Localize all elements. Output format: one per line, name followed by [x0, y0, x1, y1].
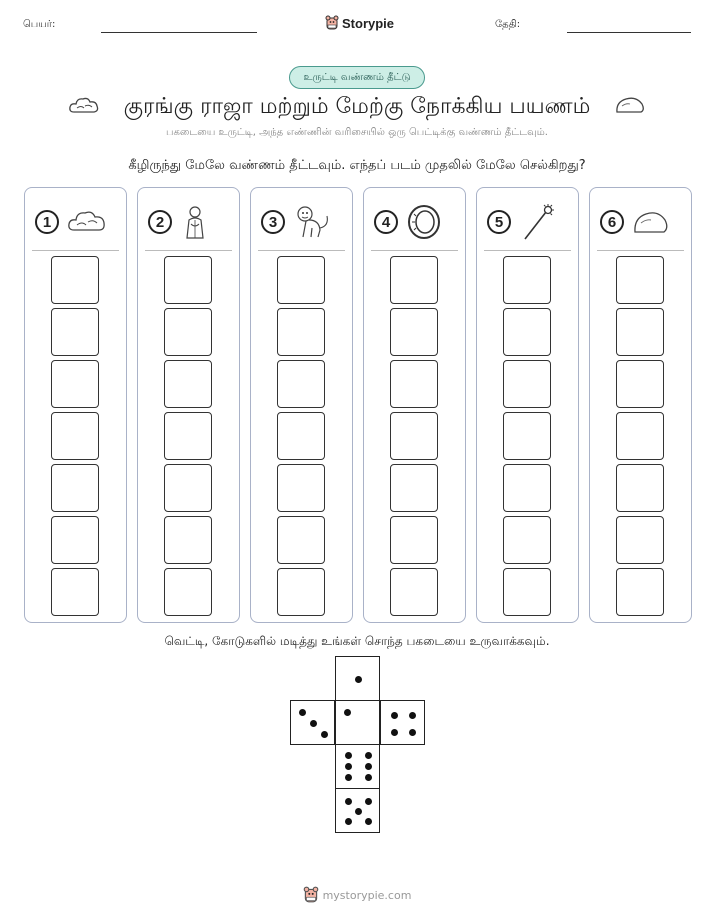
color-box[interactable]	[390, 360, 438, 408]
color-box[interactable]	[51, 412, 99, 460]
color-box[interactable]	[51, 256, 99, 304]
die-face-lower	[335, 744, 380, 789]
column-header	[35, 202, 107, 242]
die-pip	[345, 763, 352, 770]
color-box[interactable]	[164, 516, 212, 564]
monkey-icon	[293, 204, 331, 240]
color-box[interactable]	[503, 412, 551, 460]
instructions: பகடையை உருட்டி, அந்த எண்ணின் வரிசையில் ஒரு பெட்டிக்கு வண்ணம் தீட்டவும்.	[166, 127, 548, 138]
color-box[interactable]	[164, 568, 212, 616]
color-box[interactable]	[277, 568, 325, 616]
name-label: பெயர்:	[23, 19, 56, 30]
die-pip	[345, 752, 352, 759]
die-pip	[365, 798, 372, 805]
column-number: 2	[148, 210, 172, 234]
color-box[interactable]	[503, 568, 551, 616]
color-box[interactable]	[503, 256, 551, 304]
column-divider	[484, 250, 571, 251]
rock-icon	[632, 207, 670, 237]
color-box[interactable]	[390, 464, 438, 512]
color-box[interactable]	[390, 516, 438, 564]
column-divider	[258, 250, 345, 251]
color-box[interactable]	[51, 308, 99, 356]
column-1	[24, 187, 127, 623]
die-pip	[365, 818, 372, 825]
title-row	[0, 90, 714, 124]
column-5	[476, 187, 579, 623]
die-pip	[310, 720, 317, 727]
column-6	[589, 187, 692, 623]
color-box[interactable]	[277, 464, 325, 512]
cut-instructions: வெட்டி, கோடுகளில் மடித்து உங்கள் சொந்த பகடையை உருவாக்கவும்.	[164, 634, 550, 648]
die-face-right	[380, 700, 425, 745]
column-number: 5	[487, 210, 511, 234]
color-box[interactable]	[277, 516, 325, 564]
color-box[interactable]	[164, 360, 212, 408]
color-box[interactable]	[390, 256, 438, 304]
date-label: தேதி:	[495, 19, 521, 30]
die-pip	[345, 798, 352, 805]
die-face-bottom	[335, 788, 380, 833]
column-header	[374, 202, 442, 242]
color-box[interactable]	[616, 464, 664, 512]
die-face-center	[335, 700, 380, 745]
column-4	[363, 187, 466, 623]
footer-url[interactable]: mystorypie.com	[322, 888, 412, 902]
color-box[interactable]	[51, 464, 99, 512]
column-number: 3	[261, 210, 285, 234]
column-number: 1	[35, 210, 59, 234]
die-pip	[409, 729, 416, 736]
color-box[interactable]	[277, 360, 325, 408]
color-box[interactable]	[503, 464, 551, 512]
ring-icon	[406, 204, 442, 240]
color-box[interactable]	[616, 256, 664, 304]
color-box[interactable]	[390, 308, 438, 356]
column-divider	[371, 250, 458, 251]
die-face-top	[335, 656, 380, 701]
color-box[interactable]	[164, 308, 212, 356]
color-box[interactable]	[503, 516, 551, 564]
color-box[interactable]	[277, 412, 325, 460]
color-box[interactable]	[616, 308, 664, 356]
roll-columns	[24, 187, 690, 623]
page-title: குரங்கு ராஜா மற்றும் மேற்கு நோக்கிய பயணம்	[123, 94, 591, 119]
color-box[interactable]	[503, 360, 551, 408]
activity-badge: உருட்டி வண்ணம் தீட்டு	[289, 66, 425, 89]
die-pip	[321, 731, 328, 738]
color-box[interactable]	[390, 568, 438, 616]
bear-logo-icon	[303, 886, 319, 904]
column-header	[600, 202, 670, 242]
die-pip	[345, 774, 352, 781]
color-box[interactable]	[164, 464, 212, 512]
brand-name: Storypie	[342, 15, 395, 31]
date-line	[567, 32, 691, 33]
color-box[interactable]	[277, 308, 325, 356]
die-pip	[391, 712, 398, 719]
die-pip	[355, 808, 362, 815]
die-pip	[355, 676, 362, 683]
color-box[interactable]	[503, 308, 551, 356]
name-line	[101, 32, 257, 33]
rock-icon	[614, 94, 646, 116]
column-divider	[145, 250, 232, 251]
die-pip	[365, 763, 372, 770]
color-box[interactable]	[390, 412, 438, 460]
die-face-left	[290, 700, 335, 745]
die-pip	[365, 752, 372, 759]
column-divider	[597, 250, 684, 251]
color-box[interactable]	[616, 568, 664, 616]
column-number: 6	[600, 210, 624, 234]
monk-icon	[180, 204, 210, 240]
color-box[interactable]	[51, 516, 99, 564]
column-3	[250, 187, 353, 623]
staff-icon	[519, 203, 555, 241]
die-pip	[391, 729, 398, 736]
column-header	[487, 202, 555, 242]
color-box[interactable]	[616, 516, 664, 564]
footer	[0, 886, 714, 904]
die-pip	[299, 709, 306, 716]
bear-logo-icon	[325, 15, 339, 31]
column-number: 4	[374, 210, 398, 234]
worksheet-header	[0, 0, 714, 50]
question: கீழிருந்து மேலே வண்ணம் தீட்டவும். எந்தப் படம் முதலில் மேலே செல்கிறது?	[128, 158, 586, 173]
die-pip	[344, 709, 351, 716]
column-header	[261, 202, 331, 242]
column-header	[148, 202, 210, 242]
color-box[interactable]	[51, 360, 99, 408]
column-2	[137, 187, 240, 623]
die-pip	[365, 774, 372, 781]
color-box[interactable]	[616, 412, 664, 460]
cloud-icon	[68, 94, 100, 118]
color-box[interactable]	[164, 412, 212, 460]
brand-logo	[325, 13, 394, 33]
color-box[interactable]	[616, 360, 664, 408]
die-pip	[409, 712, 416, 719]
color-box[interactable]	[51, 568, 99, 616]
color-box[interactable]	[277, 256, 325, 304]
column-divider	[32, 250, 119, 251]
cloud-icon	[67, 206, 107, 238]
die-pip	[345, 818, 352, 825]
color-box[interactable]	[164, 256, 212, 304]
